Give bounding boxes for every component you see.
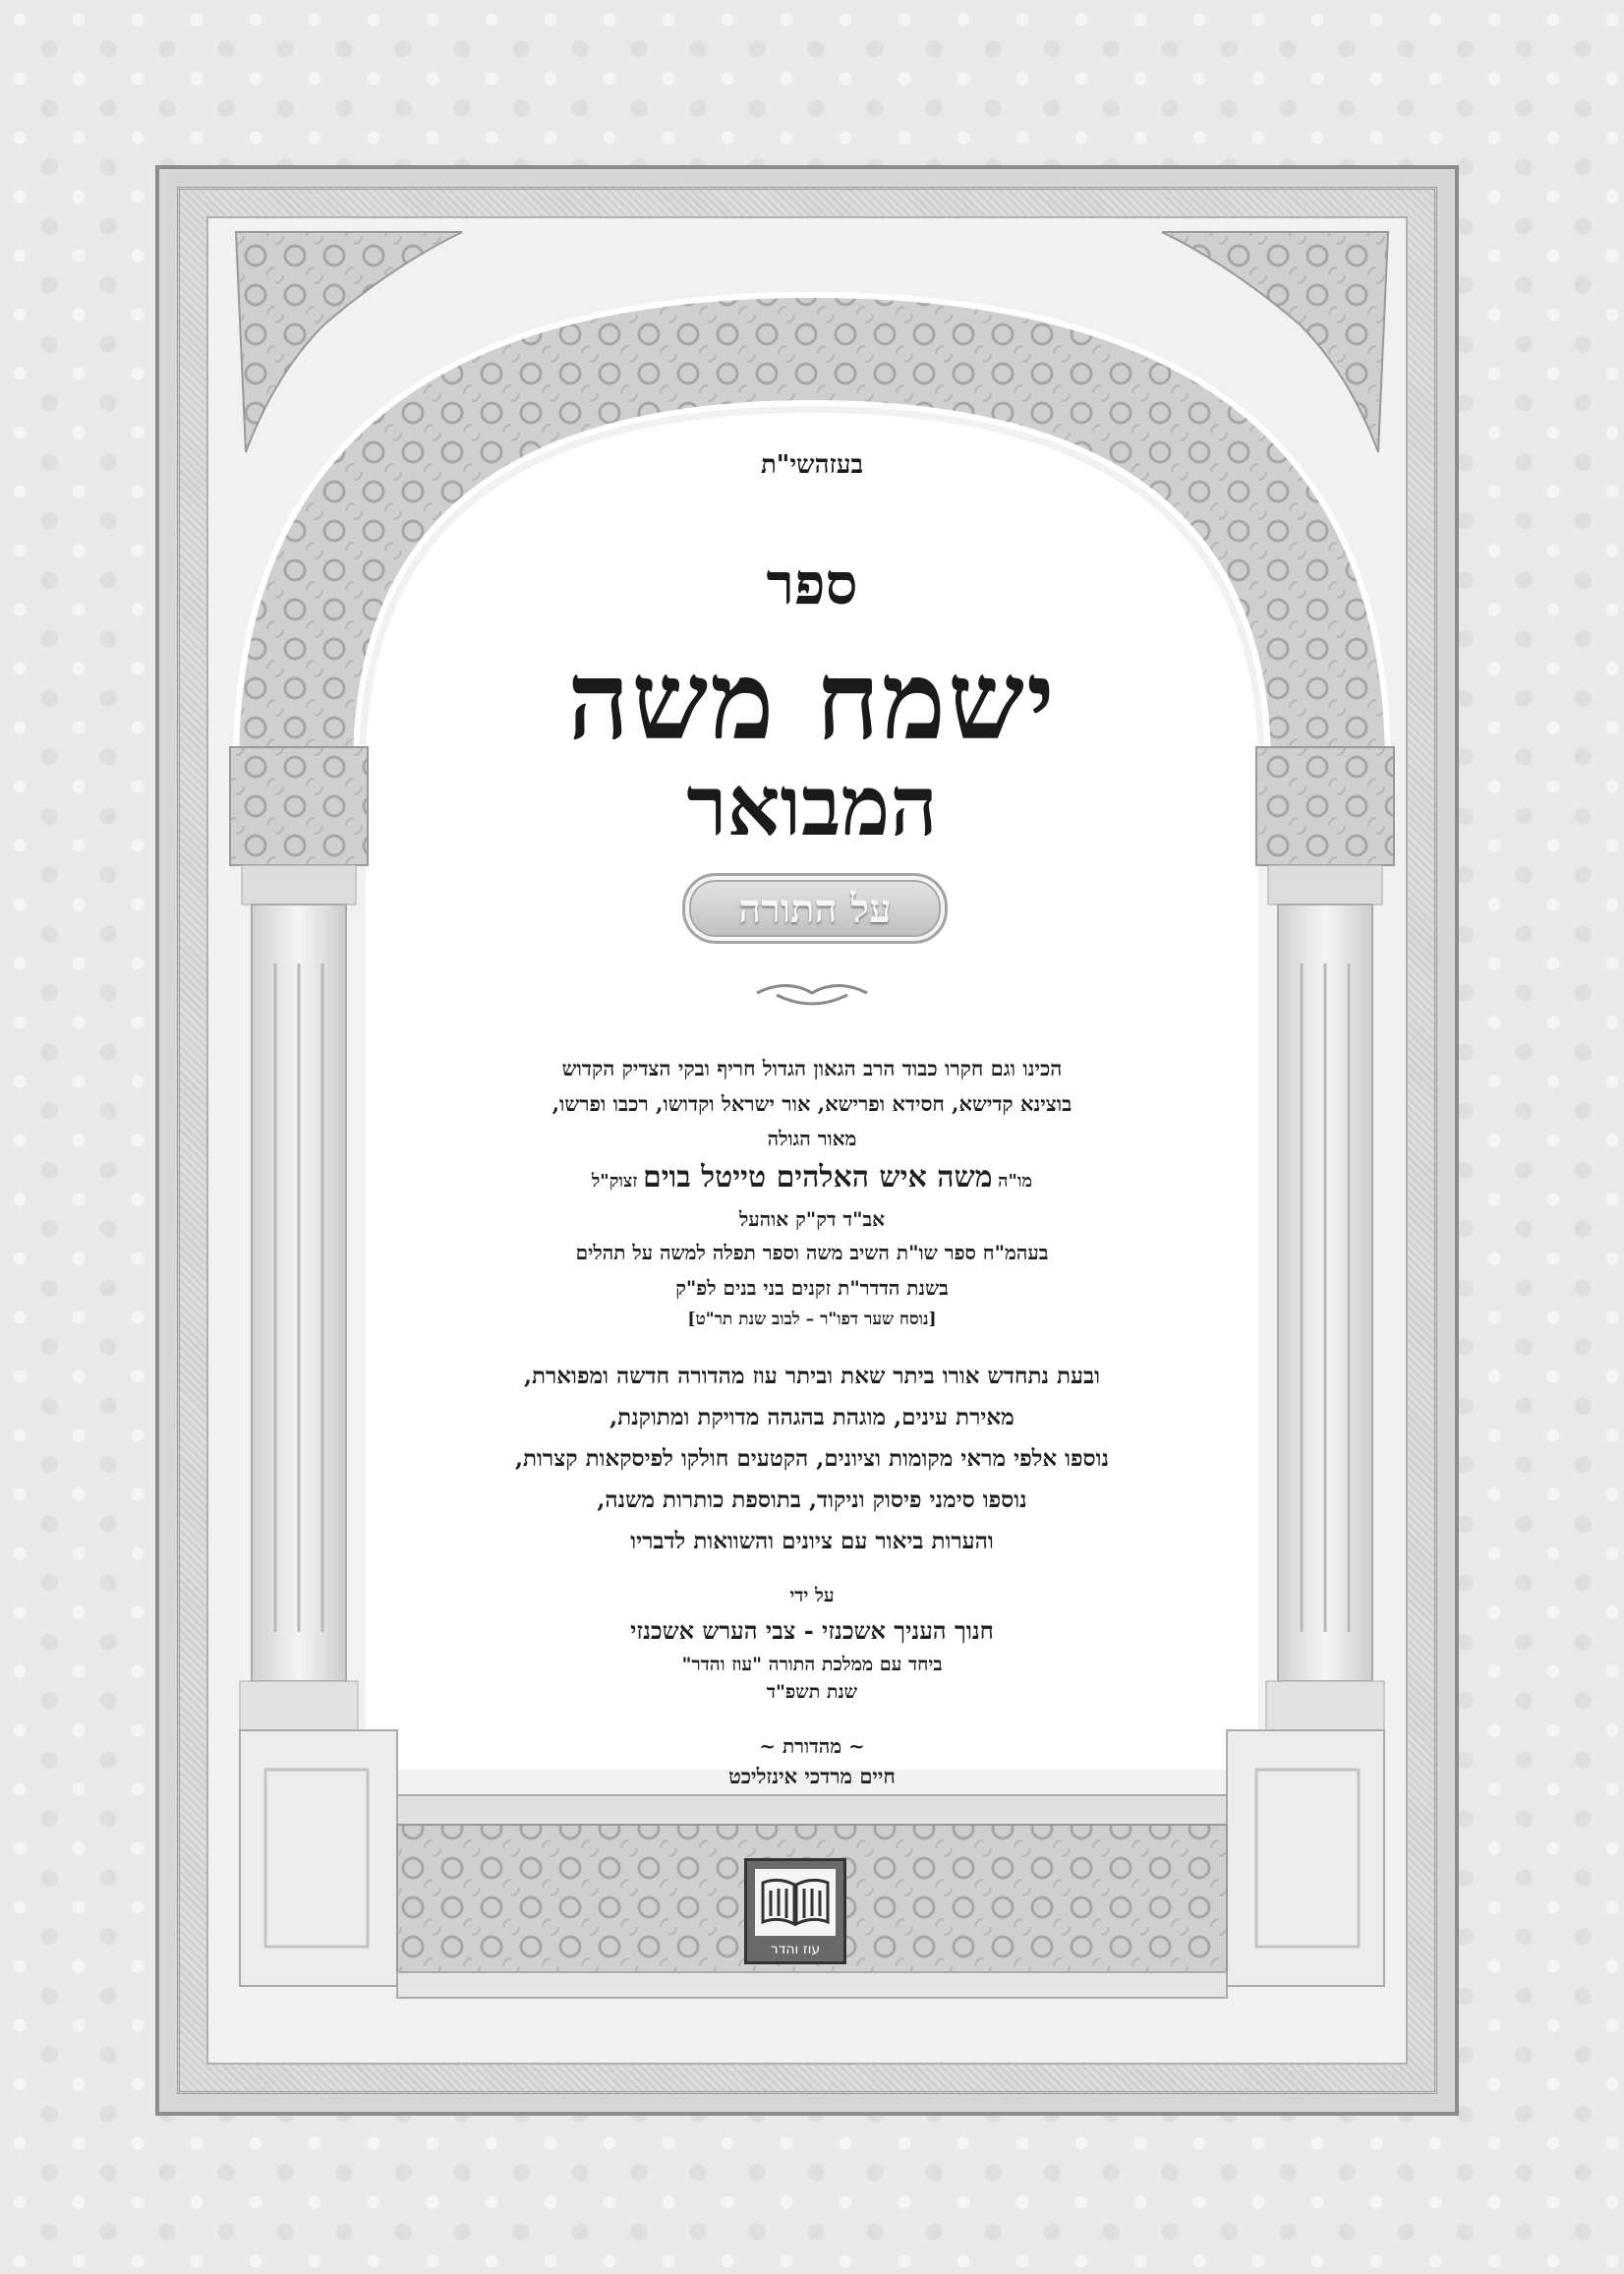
author-prefix: מו"ה: [998, 1171, 1033, 1192]
flourish-left-icon: ~: [848, 1734, 865, 1758]
editors-collab: ביחד עם ממלכת התורה "עוז והדר": [681, 1654, 943, 1675]
blessing-text: בעזהשי"ת: [760, 450, 864, 480]
edition-line-3: נוספו אלפי מראי מקומות וציונים, הקטעים חולקו לפיסקאות קצרות,: [514, 1445, 1110, 1472]
editors-names: חנוך העניך אשכנזי - צבי הערש אשכנזי: [630, 1616, 994, 1645]
author-line-8: [נוסח שער דפו"ר – לבוב שנת תר"ט]: [687, 1310, 937, 1329]
author-line-3: מאור הגולה: [767, 1127, 857, 1150]
author-name: משה איש האלהים טייטל בוים: [642, 1160, 993, 1195]
footer-editor: חיים מרדכי אינזליכט: [728, 1764, 896, 1788]
logo-caption: עוז והדר: [770, 1942, 821, 1957]
footer-edition-label: [374, 1734, 1250, 1759]
subtitle-badge: [682, 873, 948, 944]
badge-label: על התורה: [738, 885, 892, 932]
author-line-7: בשנת הדדר"ת זקנים בני בנים לפ"ק: [675, 1276, 949, 1300]
author-name-line: [374, 1160, 1250, 1195]
edition-line-4: נוספו סימני פיסוק וניקוד, בתוספת כותרות משנה,: [597, 1487, 1027, 1513]
author-line-6: בעהמ"ח ספר שו"ת השיב משה וספר תפלה למשה על תהלים: [575, 1241, 1049, 1264]
edition-line-1: ובעת נתחדש אורו ביתר שאת וביתר עוז מהדורה חדשה ומפוארת,: [523, 1363, 1101, 1389]
editors-by: על ידי: [789, 1585, 835, 1606]
author-line-2: בוצינא קדישא, חסידא ופרישא, אור ישראל וקדושו, רכבו ופרשו,: [551, 1091, 1073, 1116]
book-icon: [755, 1869, 836, 1936]
edition-label-text: מהדורת: [782, 1734, 842, 1758]
flourish-right-icon: ~: [759, 1734, 776, 1758]
author-line-5: אב"ד דק"ק אוהעל: [738, 1207, 886, 1231]
editors-year: שנת תשפ"ד: [766, 1681, 858, 1703]
title-sub: המבואר: [686, 757, 938, 854]
author-suffix: זצוק"ל: [591, 1171, 638, 1192]
edition-line-5: והערות ביאור עם ציונים והשוואות לדבריו: [630, 1528, 994, 1554]
author-line-1: הכינו וגם חקרו כבוד הרב הגאון הגדול חריף ובקי הצדיק הקדוש: [561, 1056, 1063, 1080]
edition-line-2: מאירת עינים, מוגהת בהגהה מדויקת ומתוקנת,: [609, 1404, 1015, 1430]
title-sefer: ספר: [766, 551, 858, 617]
base-ledge: [397, 1795, 1227, 1825]
title-main: ישמח משה: [567, 637, 1057, 764]
publisher-logo: [744, 1858, 846, 1964]
